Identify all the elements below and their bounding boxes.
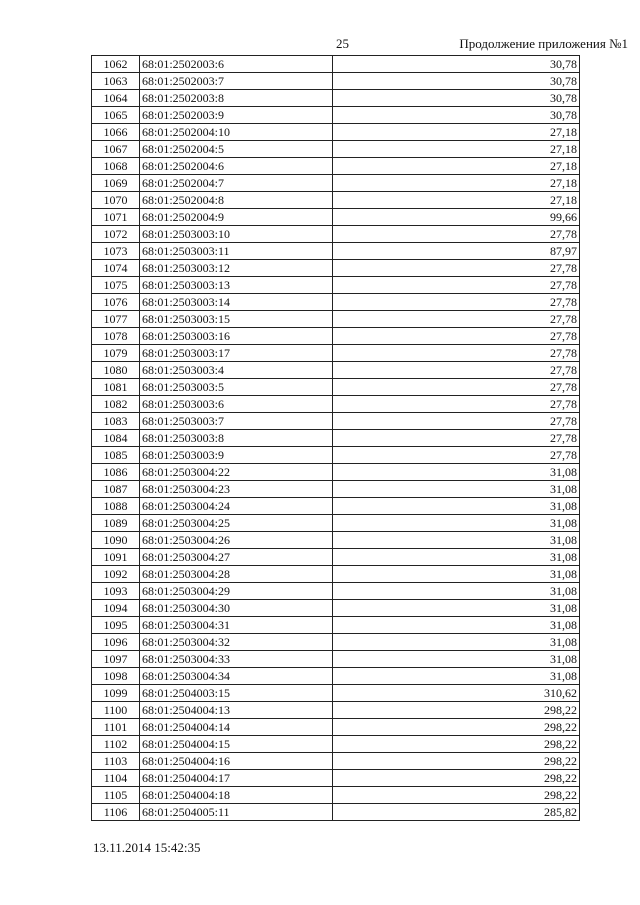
cadastral-number-cell: 68:01:2502003:6 <box>140 56 333 73</box>
value-cell: 99,66 <box>333 209 580 226</box>
table-row <box>92 549 580 566</box>
value-cell: 30,78 <box>333 56 580 73</box>
value-cell: 310,62 <box>333 685 580 702</box>
cadastral-number-cell: 68:01:2503003:13 <box>140 277 333 294</box>
table-row <box>92 770 580 787</box>
row-number-cell: 1089 <box>92 515 140 532</box>
row-number-cell: 1077 <box>92 311 140 328</box>
page-number: 25 <box>336 36 349 51</box>
table-row <box>92 209 580 226</box>
row-number-cell: 1104 <box>92 770 140 787</box>
table-row <box>92 413 580 430</box>
cadastral-number-cell: 68:01:2503003:8 <box>140 430 333 447</box>
table-row <box>92 192 580 209</box>
table-row <box>92 651 580 668</box>
cadastral-number-cell: 68:01:2502004:9 <box>140 209 333 226</box>
cadastral-number-cell: 68:01:2503003:15 <box>140 311 333 328</box>
value-cell: 27,18 <box>333 175 580 192</box>
value-cell: 31,08 <box>333 617 580 634</box>
cadastral-value-table <box>91 55 580 821</box>
row-number-cell: 1062 <box>92 56 140 73</box>
table-row <box>92 107 580 124</box>
cadastral-number-cell: 68:01:2502004:8 <box>140 192 333 209</box>
value-cell: 31,08 <box>333 651 580 668</box>
value-cell: 30,78 <box>333 107 580 124</box>
cadastral-number-cell: 68:01:2503003:16 <box>140 328 333 345</box>
table-row <box>92 566 580 583</box>
value-cell: 31,08 <box>333 532 580 549</box>
cadastral-number-cell: 68:01:2504003:15 <box>140 685 333 702</box>
row-number-cell: 1081 <box>92 379 140 396</box>
table-row <box>92 481 580 498</box>
table-row <box>92 90 580 107</box>
table-row <box>92 396 580 413</box>
row-number-cell: 1065 <box>92 107 140 124</box>
value-cell: 27,78 <box>333 226 580 243</box>
row-number-cell: 1083 <box>92 413 140 430</box>
cadastral-number-cell: 68:01:2502004:6 <box>140 158 333 175</box>
row-number-cell: 1085 <box>92 447 140 464</box>
row-number-cell: 1082 <box>92 396 140 413</box>
value-cell: 27,78 <box>333 430 580 447</box>
row-number-cell: 1075 <box>92 277 140 294</box>
row-number-cell: 1079 <box>92 345 140 362</box>
row-number-cell: 1091 <box>92 549 140 566</box>
table-row <box>92 175 580 192</box>
cadastral-number-cell: 68:01:2503003:17 <box>140 345 333 362</box>
row-number-cell: 1073 <box>92 243 140 260</box>
row-number-cell: 1102 <box>92 736 140 753</box>
row-number-cell: 1094 <box>92 600 140 617</box>
row-number-cell: 1071 <box>92 209 140 226</box>
cadastral-number-cell: 68:01:2502003:7 <box>140 73 333 90</box>
cadastral-number-cell: 68:01:2503004:33 <box>140 651 333 668</box>
cadastral-number-cell: 68:01:2503004:31 <box>140 617 333 634</box>
value-cell: 31,08 <box>333 464 580 481</box>
table-body <box>92 56 580 821</box>
row-number-cell: 1088 <box>92 498 140 515</box>
value-cell: 27,18 <box>333 124 580 141</box>
value-cell: 27,78 <box>333 447 580 464</box>
value-cell: 298,22 <box>333 753 580 770</box>
value-cell: 27,78 <box>333 413 580 430</box>
cadastral-number-cell: 68:01:2504004:17 <box>140 770 333 787</box>
cadastral-number-cell: 68:01:2504004:16 <box>140 753 333 770</box>
cadastral-number-cell: 68:01:2503004:29 <box>140 583 333 600</box>
table-row <box>92 634 580 651</box>
cadastral-number-cell: 68:01:2503003:7 <box>140 413 333 430</box>
value-cell: 27,78 <box>333 379 580 396</box>
table-row <box>92 226 580 243</box>
row-number-cell: 1101 <box>92 719 140 736</box>
value-cell: 27,78 <box>333 345 580 362</box>
value-cell: 27,78 <box>333 362 580 379</box>
value-cell: 31,08 <box>333 549 580 566</box>
cadastral-number-cell: 68:01:2503003:6 <box>140 396 333 413</box>
cadastral-number-cell: 68:01:2502003:9 <box>140 107 333 124</box>
row-number-cell: 1095 <box>92 617 140 634</box>
value-cell: 31,08 <box>333 498 580 515</box>
cadastral-number-cell: 68:01:2503004:25 <box>140 515 333 532</box>
table-row <box>92 753 580 770</box>
value-cell: 31,08 <box>333 481 580 498</box>
row-number-cell: 1072 <box>92 226 140 243</box>
row-number-cell: 1063 <box>92 73 140 90</box>
value-cell: 298,22 <box>333 719 580 736</box>
value-cell: 27,78 <box>333 311 580 328</box>
value-cell: 31,08 <box>333 515 580 532</box>
table-row <box>92 328 580 345</box>
row-number-cell: 1106 <box>92 804 140 821</box>
table-row <box>92 702 580 719</box>
cadastral-number-cell: 68:01:2503004:28 <box>140 566 333 583</box>
cadastral-number-cell: 68:01:2502004:5 <box>140 141 333 158</box>
table-row <box>92 260 580 277</box>
table-row <box>92 532 580 549</box>
value-cell: 31,08 <box>333 566 580 583</box>
row-number-cell: 1086 <box>92 464 140 481</box>
row-number-cell: 1092 <box>92 566 140 583</box>
table-row <box>92 736 580 753</box>
cadastral-number-cell: 68:01:2504004:14 <box>140 719 333 736</box>
appendix-header: Продолжение приложения №1 <box>459 36 628 51</box>
row-number-cell: 1076 <box>92 294 140 311</box>
cadastral-number-cell: 68:01:2503003:4 <box>140 362 333 379</box>
table-row <box>92 430 580 447</box>
table-row <box>92 243 580 260</box>
table-row <box>92 804 580 821</box>
row-number-cell: 1069 <box>92 175 140 192</box>
row-number-cell: 1097 <box>92 651 140 668</box>
cadastral-number-cell: 68:01:2503004:26 <box>140 532 333 549</box>
row-number-cell: 1078 <box>92 328 140 345</box>
table-row <box>92 668 580 685</box>
row-number-cell: 1067 <box>92 141 140 158</box>
cadastral-number-cell: 68:01:2504004:18 <box>140 787 333 804</box>
value-cell: 27,78 <box>333 260 580 277</box>
row-number-cell: 1090 <box>92 532 140 549</box>
value-cell: 27,18 <box>333 158 580 175</box>
value-cell: 27,78 <box>333 294 580 311</box>
row-number-cell: 1064 <box>92 90 140 107</box>
table-row <box>92 124 580 141</box>
value-cell: 87,97 <box>333 243 580 260</box>
row-number-cell: 1096 <box>92 634 140 651</box>
row-number-cell: 1087 <box>92 481 140 498</box>
print-timestamp: 13.11.2014 15:42:35 <box>93 840 201 855</box>
table-row <box>92 56 580 73</box>
cadastral-number-cell: 68:01:2503004:30 <box>140 600 333 617</box>
row-number-cell: 1066 <box>92 124 140 141</box>
table-row <box>92 719 580 736</box>
table-row <box>92 345 580 362</box>
value-cell: 27,78 <box>333 396 580 413</box>
row-number-cell: 1080 <box>92 362 140 379</box>
table-row <box>92 685 580 702</box>
table-row <box>92 362 580 379</box>
row-number-cell: 1105 <box>92 787 140 804</box>
value-cell: 285,82 <box>333 804 580 821</box>
row-number-cell: 1103 <box>92 753 140 770</box>
row-number-cell: 1084 <box>92 430 140 447</box>
cadastral-number-cell: 68:01:2503003:11 <box>140 243 333 260</box>
cadastral-number-cell: 68:01:2503004:34 <box>140 668 333 685</box>
row-number-cell: 1098 <box>92 668 140 685</box>
table-row <box>92 294 580 311</box>
table-row <box>92 141 580 158</box>
value-cell: 298,22 <box>333 736 580 753</box>
table-row <box>92 447 580 464</box>
row-number-cell: 1099 <box>92 685 140 702</box>
value-cell: 27,78 <box>333 277 580 294</box>
cadastral-number-cell: 68:01:2504004:15 <box>140 736 333 753</box>
value-cell: 31,08 <box>333 634 580 651</box>
value-cell: 298,22 <box>333 702 580 719</box>
value-cell: 27,18 <box>333 192 580 209</box>
cadastral-number-cell: 68:01:2503004:32 <box>140 634 333 651</box>
cadastral-number-cell: 68:01:2502004:7 <box>140 175 333 192</box>
table-row <box>92 515 580 532</box>
value-cell: 31,08 <box>333 583 580 600</box>
table-row <box>92 73 580 90</box>
row-number-cell: 1093 <box>92 583 140 600</box>
cadastral-number-cell: 68:01:2503003:12 <box>140 260 333 277</box>
cadastral-number-cell: 68:01:2503003:5 <box>140 379 333 396</box>
cadastral-number-cell: 68:01:2503004:23 <box>140 481 333 498</box>
cadastral-number-cell: 68:01:2504004:13 <box>140 702 333 719</box>
cadastral-number-cell: 68:01:2503003:9 <box>140 447 333 464</box>
row-number-cell: 1074 <box>92 260 140 277</box>
row-number-cell: 1100 <box>92 702 140 719</box>
value-cell: 31,08 <box>333 600 580 617</box>
cadastral-number-cell: 68:01:2503003:10 <box>140 226 333 243</box>
table-row <box>92 158 580 175</box>
table-row <box>92 617 580 634</box>
table-row <box>92 583 580 600</box>
cadastral-number-cell: 68:01:2503004:22 <box>140 464 333 481</box>
value-cell: 30,78 <box>333 73 580 90</box>
cadastral-number-cell: 68:01:2502003:8 <box>140 90 333 107</box>
cadastral-number-cell: 68:01:2503004:24 <box>140 498 333 515</box>
cadastral-number-cell: 68:01:2503003:14 <box>140 294 333 311</box>
table-row <box>92 464 580 481</box>
value-cell: 31,08 <box>333 668 580 685</box>
value-cell: 27,78 <box>333 328 580 345</box>
row-number-cell: 1068 <box>92 158 140 175</box>
table-row <box>92 787 580 804</box>
table-row <box>92 379 580 396</box>
row-number-cell: 1070 <box>92 192 140 209</box>
cadastral-number-cell: 68:01:2502004:10 <box>140 124 333 141</box>
value-cell: 298,22 <box>333 770 580 787</box>
table-row <box>92 600 580 617</box>
value-cell: 27,18 <box>333 141 580 158</box>
table-row <box>92 277 580 294</box>
cadastral-number-cell: 68:01:2504005:11 <box>140 804 333 821</box>
table-row <box>92 498 580 515</box>
table-row <box>92 311 580 328</box>
cadastral-number-cell: 68:01:2503004:27 <box>140 549 333 566</box>
value-cell: 30,78 <box>333 90 580 107</box>
value-cell: 298,22 <box>333 787 580 804</box>
